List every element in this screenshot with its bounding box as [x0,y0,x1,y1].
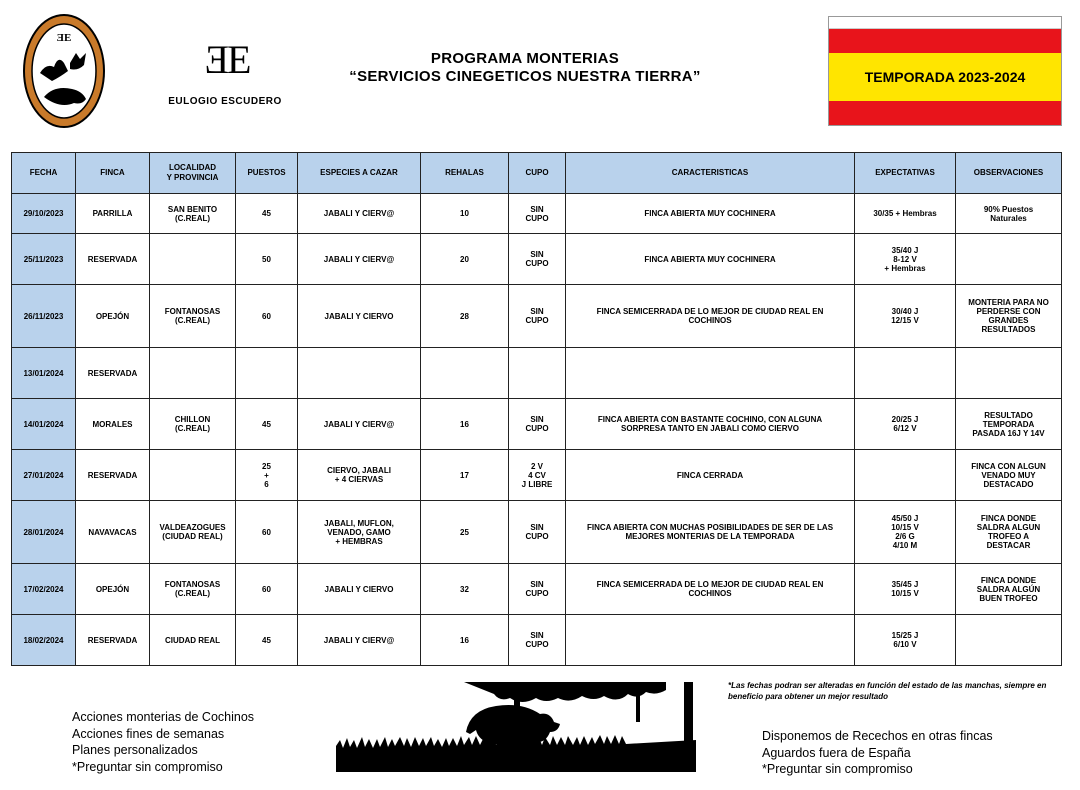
cell-caracteristicas: FINCA SEMICERRADA DE LO MEJOR DE CIUDAD REAL EN COCHINOS [566,285,855,348]
cell-localidad: FONTANOSAS (C.REAL) [150,285,236,348]
cell-puestos: 45 [236,399,298,450]
spain-flag-banner [828,16,1062,126]
header-localidad: LOCALIDAD Y PROVINCIA [150,153,236,194]
cell-caracteristicas: FINCA CERRADA [566,450,855,501]
program-title [300,50,750,86]
cell-fecha: 26/11/2023 [12,285,76,348]
cell-observaciones: RESULTADO TEMPORADA PASADA 16J Y 14V [956,399,1062,450]
cell-cupo: SIN CUPO [509,564,566,615]
cell-observaciones: FINCA DONDE SALDRA ALGUN TROFEO A DESTACAR [956,501,1062,564]
cell-observaciones: FINCA DONDE SALDRA ALGÚN BUEN TROFEO [956,564,1062,615]
cell-localidad [150,450,236,501]
table-row [12,564,1062,615]
cell-puestos [236,348,298,399]
right-line: *Preguntar sin compromiso [762,762,913,776]
header-especies: ESPECIES A CAZAR [298,153,421,194]
cell-observaciones [956,615,1062,666]
cell-cupo: SIN CUPO [509,399,566,450]
cell-fecha: 27/01/2024 [12,450,76,501]
cell-localidad: CIUDAD REAL [150,615,236,666]
cell-especies: JABALI, MUFLON, VENADO, GAMO + HEMBRAS [298,501,421,564]
header-observaciones: OBSERVACIONES [956,153,1062,194]
cell-fecha: 13/01/2024 [12,348,76,399]
left-line: Acciones fines de semanas [72,726,225,741]
cell-expectativas: 15/25 J 6/10 V [855,615,956,666]
cell-expectativas [855,348,956,399]
cell-fecha: 25/11/2023 [12,234,76,285]
brand-block [160,37,290,107]
cell-rehalas: 10 [421,194,509,234]
table-row [12,450,1062,501]
cell-fecha: 18/02/2024 [12,615,76,666]
left-services-list [72,709,254,775]
hunt-schedule-table [11,152,1062,666]
cell-puestos: 45 [236,194,298,234]
cell-puestos: 60 [236,564,298,615]
cell-especies: JABALI Y CIERV@ [298,234,421,285]
cell-localidad: CHILLON (C.REAL) [150,399,236,450]
brand-name: EULOGIO ESCUDERO [168,96,282,107]
cell-rehalas: 20 [421,234,509,285]
cell-puestos: 50 [236,234,298,285]
cell-caracteristicas: FINCA ABIERTA MUY COCHINERA [566,234,855,285]
header-cupo: CUPO [509,153,566,194]
cell-cupo: SIN CUPO [509,194,566,234]
boar-forest-silhouette [336,682,696,772]
left-line: Planes personalizados [72,743,198,757]
cell-expectativas: 35/40 J 8-12 V + Hembras [855,234,956,285]
cell-cupo: 2 V 4 CV J LIBRE [509,450,566,501]
cell-localidad: SAN BENITO (C.REAL) [150,194,236,234]
cell-expectativas: 20/25 J 6/12 V [855,399,956,450]
cell-finca: RESERVADA [76,450,150,501]
cell-caracteristicas [566,348,855,399]
cell-cupo: SIN CUPO [509,501,566,564]
left-line: Acciones monterias de Cochinos [72,710,255,724]
cell-observaciones [956,234,1062,285]
right-line: Aguardos fuera de España [762,745,911,760]
header-caracteristicas: CARACTERISTICAS [566,153,855,194]
cell-rehalas: 28 [421,285,509,348]
table-row [12,615,1062,666]
cell-puestos: 25 + 6 [236,450,298,501]
cell-cupo: SIN CUPO [509,234,566,285]
cell-expectativas: 35/45 J 10/15 V [855,564,956,615]
table-row [12,501,1062,564]
cell-puestos: 60 [236,285,298,348]
cell-observaciones: FINCA CON ALGUN VENADO MUY DESTACADO [956,450,1062,501]
cell-observaciones [956,348,1062,399]
cell-localidad: VALDEAZOGUES (CIUDAD REAL) [150,501,236,564]
table-row [12,399,1062,450]
cell-especies: JABALI Y CIERVO [298,564,421,615]
cell-expectativas [855,450,956,501]
right-line: Disponemos de Recechos en otras fincas [762,729,993,743]
cell-finca: RESERVADA [76,615,150,666]
cell-rehalas: 25 [421,501,509,564]
cell-especies: CIERVO, JABALI + 4 CIERVAS [298,450,421,501]
header-fecha: FECHA [12,153,76,194]
cell-finca: OPEJÓN [76,564,150,615]
table-row [12,234,1062,285]
brand-monogram: Ǝ E [204,37,246,82]
cell-rehalas: 32 [421,564,509,615]
title-line-1: PROGRAMA MONTERIAS [430,50,620,67]
cell-localidad [150,348,236,399]
cell-especies: JABALI Y CIERV@ [298,615,421,666]
cell-expectativas: 30/35 + Hembras [855,194,956,234]
right-services-list [762,728,993,778]
cell-especies: JABALI Y CIERV@ [298,194,421,234]
hunting-emblem-logo [22,13,106,129]
left-line: *Preguntar sin compromiso [72,759,223,774]
cell-finca: PARRILLA [76,194,150,234]
cell-cupo [509,348,566,399]
cell-expectativas: 30/40 J 12/15 V [855,285,956,348]
cell-cupo: SIN CUPO [509,285,566,348]
cell-fecha: 28/01/2024 [12,501,76,564]
cell-fecha: 14/01/2024 [12,399,76,450]
cell-fecha: 17/02/2024 [12,564,76,615]
cell-cupo: SIN CUPO [509,615,566,666]
title-line-2: “SERVICIOS CINEGETICOS NUESTRA TIERRA” [349,68,701,85]
cell-expectativas: 45/50 J 10/15 V 2/6 G 4/10 M [855,501,956,564]
table-row [12,285,1062,348]
cell-finca: MORALES [76,399,150,450]
cell-rehalas [421,348,509,399]
cell-localidad: FONTANOSAS (C.REAL) [150,564,236,615]
svg-text:ƎE: ƎE [56,32,72,44]
cell-especies: JABALI Y CIERVO [298,285,421,348]
cell-caracteristicas: FINCA ABIERTA MUY COCHINERA [566,194,855,234]
cell-finca: OPEJÓN [76,285,150,348]
table-row [12,348,1062,399]
cell-localidad [150,234,236,285]
cell-rehalas: 17 [421,450,509,501]
cell-finca: RESERVADA [76,348,150,399]
cell-puestos: 45 [236,615,298,666]
table-row [12,194,1062,234]
cell-caracteristicas: FINCA SEMICERRADA DE LO MEJOR DE CIUDAD REAL EN COCHINOS [566,564,855,615]
cell-caracteristicas: FINCA ABIERTA CON MUCHAS POSIBILIDADES DE SER DE LAS MEJORES MONTERIAS DE LA TEMPORADA [566,501,855,564]
cell-especies [298,348,421,399]
date-disclaimer: *Las fechas podran ser alteradas en función del estado de las manchas, siempre en beneficio para obtener un mejor resultado [728,681,1047,701]
season-label: TEMPORADA 2023-2024 [864,69,1026,85]
cell-rehalas: 16 [421,615,509,666]
cell-puestos: 60 [236,501,298,564]
cell-observaciones: MONTERIA PARA NO PERDERSE CON GRANDES RESULTADOS [956,285,1062,348]
table-header-row [12,153,1062,194]
header-puestos: PUESTOS [236,153,298,194]
header-expectativas: EXPECTATIVAS [855,153,956,194]
cell-finca: RESERVADA [76,234,150,285]
cell-caracteristicas: FINCA ABIERTA CON BASTANTE COCHINO, CON ALGUNA SORPRESA TANTO EN JABALI COMO CIERVO [566,399,855,450]
cell-fecha: 29/10/2023 [12,194,76,234]
header-rehalas: REHALAS [421,153,509,194]
cell-rehalas: 16 [421,399,509,450]
header-finca: FINCA [76,153,150,194]
cell-finca: NAVAVACAS [76,501,150,564]
cell-observaciones: 90% Puestos Naturales [956,194,1062,234]
cell-especies: JABALI Y CIERV@ [298,399,421,450]
cell-caracteristicas [566,615,855,666]
